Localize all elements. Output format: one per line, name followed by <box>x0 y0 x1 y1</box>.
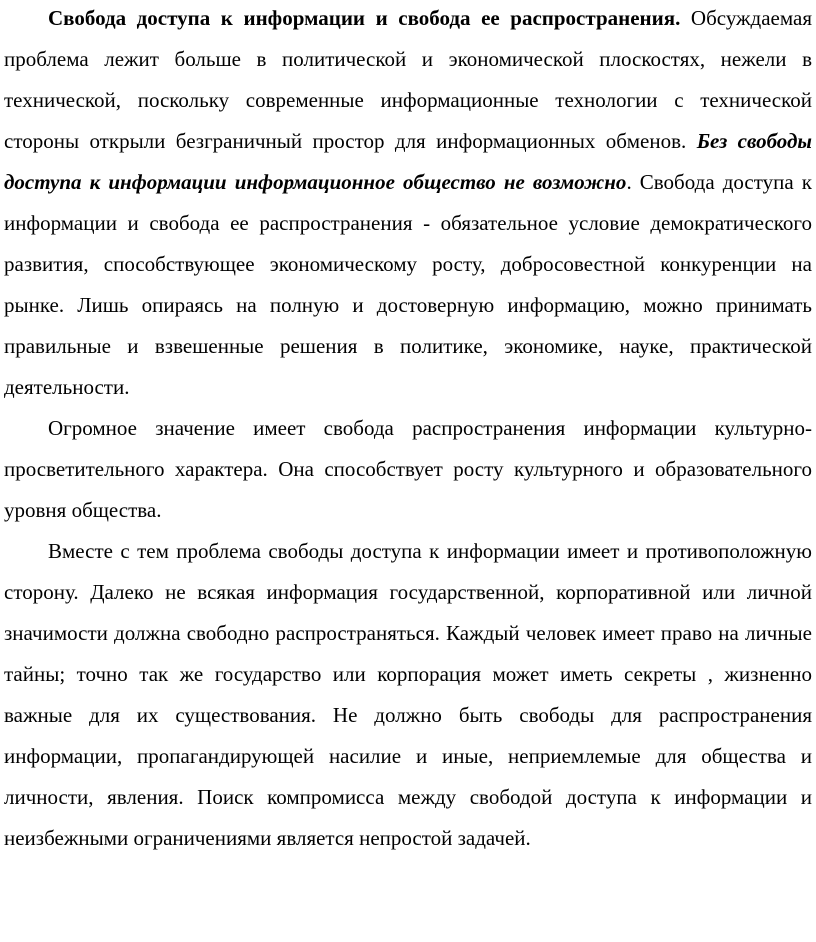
paragraph-1-text-start: Обсуждаемая проблема лежит больше в политической и экономической плоскостях, нежели в технической, поскольку современные информационные технологии с технической стороны открыли безграничный простор для информационных обменов. <box>4 6 812 153</box>
document-page <box>4 0 812 859</box>
paragraph-2: Огромное значение имеет свобода распространения информации культурно-просветительного характера. Она способствует росту культурного и образовательного уровня общества. <box>4 416 812 522</box>
paragraph-1-text-end: . Свобода доступа к информации и свобода ее распространения - обязательное условие демократического развития, способствующее экономическому росту, добросовестной конкуренции на рынке. Лишь опираясь на полную и достоверную информацию, можно принимать правильные и взвешенные решения в политике, экономике, науке, практической деятельности. <box>4 170 812 399</box>
paragraph-3: Вместе с тем проблема свободы доступа к информации имеет и противоположную сторону. Далеко не всякая информация государственной, корпоративной или личной значимости должна свободно распространяться. Каждый человек имеет право на личные тайны; точно так же государство или корпорация может иметь секреты , жизненно важные для их существования. Не должно быть свободы для распространения информации, пропагандирующей насилие и иные, неприемлемые для общества и личности, явления. Поиск компромисса между свободой доступа к информации и неизбежными ограничениями является непростой задачей. <box>4 539 812 850</box>
section-heading: Свобода доступа к информации и свобода ее распространения. <box>48 6 681 30</box>
emphasized-statement: Без свободы доступа к информации информационное общество не возможно <box>4 129 812 194</box>
paragraph-1 <box>4 0 812 408</box>
